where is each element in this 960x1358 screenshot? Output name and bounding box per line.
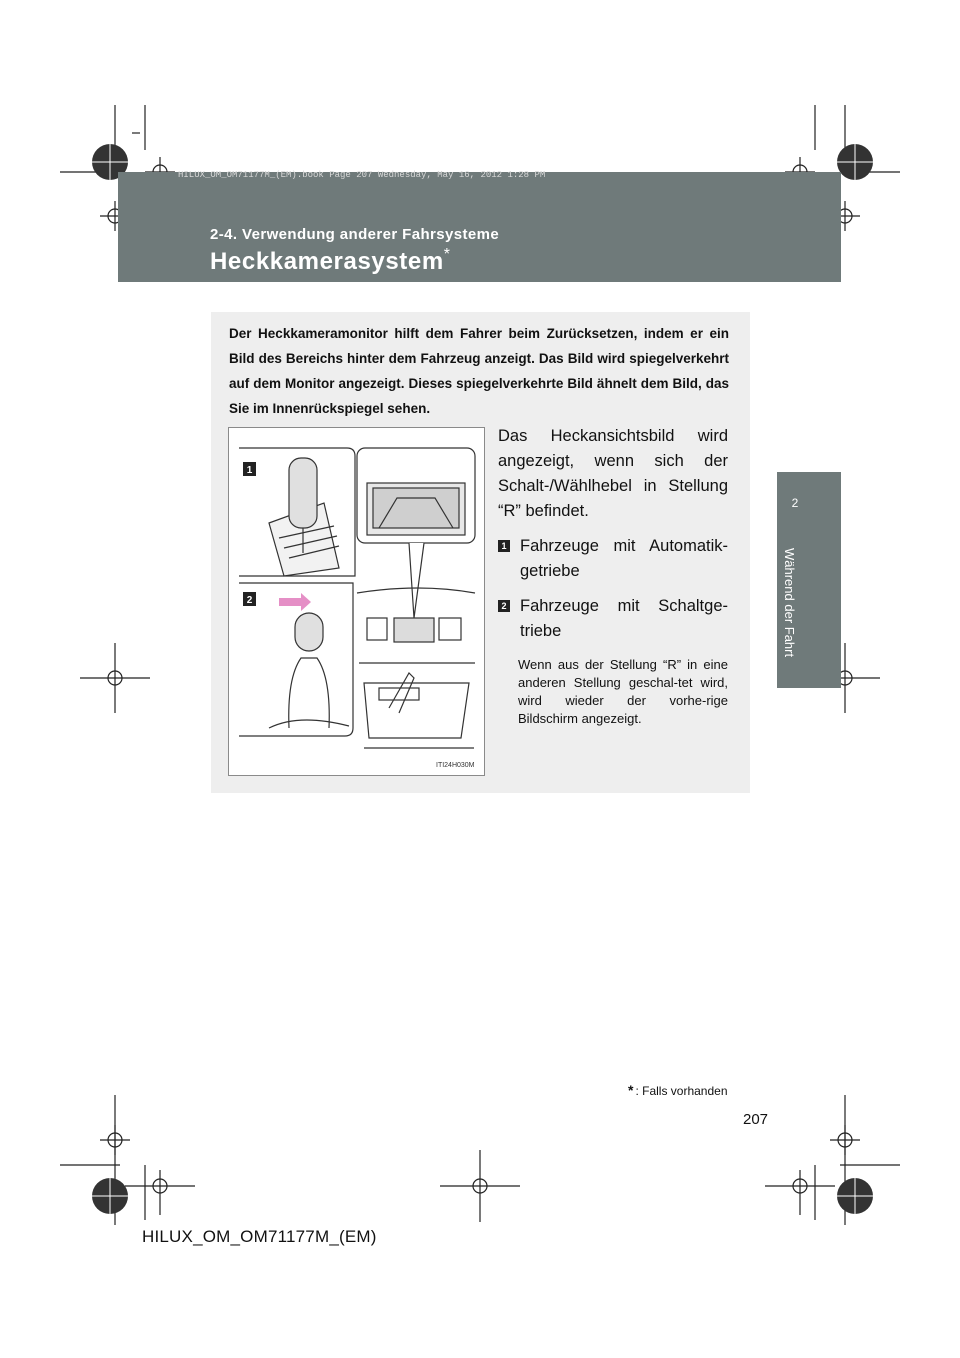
footnote-text: : Falls vorhanden [635, 1084, 728, 1098]
list-item-text: Fahrzeuge mit Schaltge-triebe [520, 597, 728, 640]
figure-badge-2: 2 [246, 595, 253, 606]
title-asterisk: * [443, 246, 451, 263]
illustration-drawing [229, 428, 484, 775]
direction-arrow-icon [279, 593, 311, 611]
illustration [228, 427, 485, 776]
figure-code: ITI24H030M [436, 762, 475, 769]
right-column [498, 424, 728, 728]
main-text: Das Heckansichtsbild wird angezeigt, wenn sich der Schalt-/Wählhebel in Stellung “R” befindet. [498, 427, 728, 520]
book-info-line: HILUX_OM_OM71177M_(EM).book Page 207 Wednesday, May 16, 2012 1:28 PM [178, 170, 546, 180]
note-text: Wenn aus der Stellung “R” in eine anderen Stellung geschal-tet wird, wird wieder der vorhe-rige Bildschirm angezeigt. [518, 657, 728, 726]
list-item [498, 534, 728, 584]
page-title-text: Heckkamerasystem [210, 248, 444, 275]
page-number: 207 [743, 1111, 769, 1128]
chapter-label: Während der Fahrt [782, 548, 797, 658]
badge-2: 2 [498, 600, 510, 612]
list-item [498, 594, 728, 644]
chapter-number: 2 [791, 496, 799, 510]
document-code: HILUX_OM_OM71177M_(EM) [142, 1227, 377, 1246]
section-title: 2-4. Verwendung anderer Fahrsysteme [210, 226, 500, 243]
figure-badge-1: 1 [246, 465, 253, 476]
footnote [628, 1082, 728, 1098]
list-item-text: Fahrzeuge mit Automatik-getriebe [520, 537, 728, 580]
intro-paragraph: Der Heckkameramonitor hilft dem Fahrer beim Zurücksetzen, indem er ein Bild des Bereichs hinter dem Fahrzeug anzeigt. Das Bild wird spiegelverkehrt auf dem Monitor angezeigt. Dieses spiegelverkehrte Bild ähnelt dem Bild, das Sie im Innenrückspiegel sehen. [229, 326, 729, 416]
footnote-asterisk: * [628, 1082, 634, 1098]
badge-1: 1 [498, 540, 510, 552]
page-title [210, 248, 451, 276]
